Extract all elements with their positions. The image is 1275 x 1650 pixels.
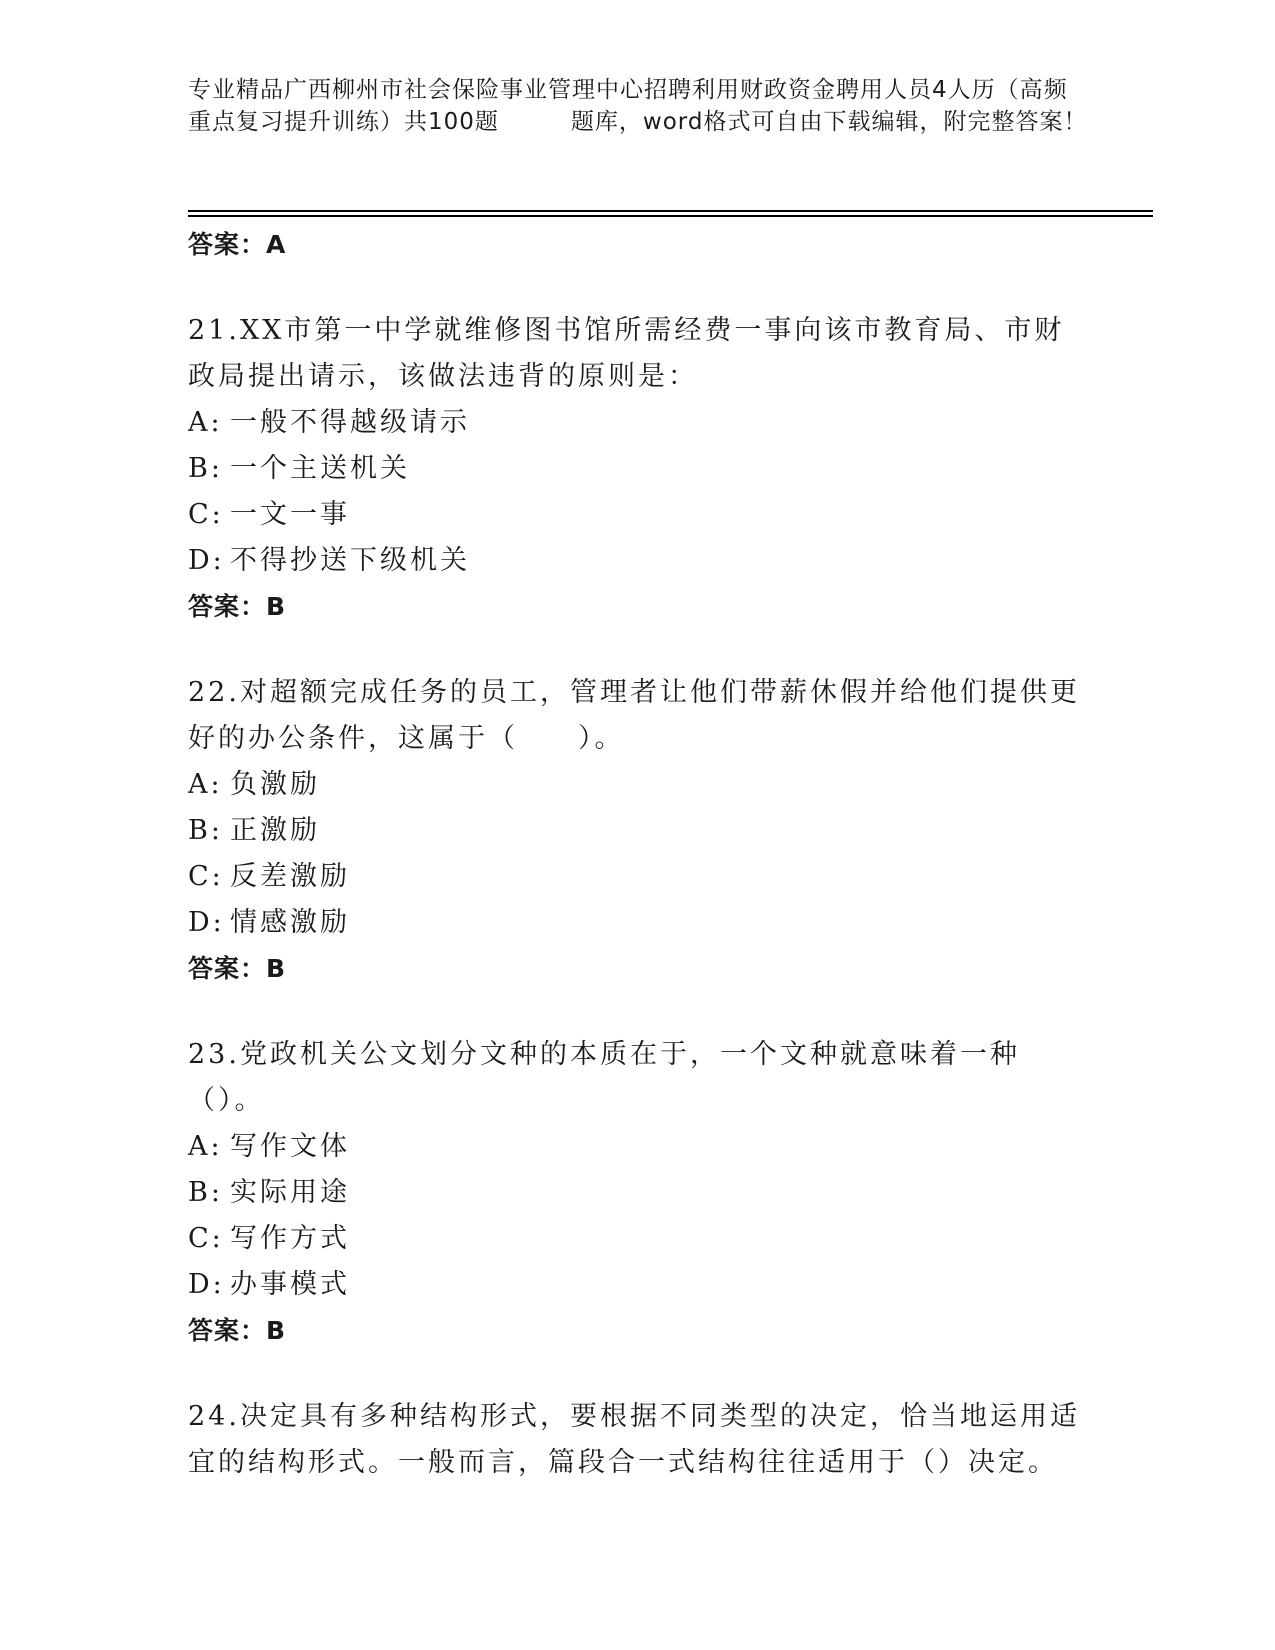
spacer <box>188 630 1088 670</box>
question-22 <box>188 670 1088 762</box>
answer-21: 答案：B <box>188 592 287 621</box>
option-b <box>188 1170 1088 1216</box>
option-letter: A: <box>188 407 223 438</box>
option-text: 写作方式 <box>230 1223 350 1254</box>
option-text: 一般不得越级请示 <box>230 407 470 438</box>
option-c <box>188 492 1088 538</box>
option-b <box>188 808 1088 854</box>
option-a <box>188 400 1088 446</box>
option-letter: C: <box>188 861 224 892</box>
answer-22: 答案：B <box>188 954 287 983</box>
document-header <box>188 74 1088 138</box>
option-text: 不得抄送下级机关 <box>230 545 470 576</box>
question-23 <box>188 1032 1088 1124</box>
option-text: 办事模式 <box>230 1269 350 1300</box>
option-letter: C: <box>188 1223 224 1254</box>
option-b <box>188 446 1088 492</box>
option-text: 一个主送机关 <box>230 453 410 484</box>
question-21 <box>188 308 1088 400</box>
spacer <box>188 1354 1088 1394</box>
option-letter: B: <box>188 453 223 484</box>
option-letter: C: <box>188 499 224 530</box>
option-letter: A: <box>188 1131 223 1162</box>
option-a <box>188 1124 1088 1170</box>
spacer <box>188 268 1088 308</box>
option-c <box>188 854 1088 900</box>
option-c <box>188 1216 1088 1262</box>
option-text: 一文一事 <box>230 499 350 530</box>
header-divider-bottom <box>188 215 1153 217</box>
question-24 <box>188 1394 1088 1486</box>
spacer <box>188 992 1088 1032</box>
previous-answer: 答案：A <box>188 230 287 259</box>
question-text: 21.XX市第一中学就维修图书馆所需经费一事向该市教育局、市财政局提出请示，该做法违背的原则是： <box>188 315 1065 392</box>
option-text: 情感激励 <box>230 907 350 938</box>
option-letter: B: <box>188 1177 223 1208</box>
option-letter: B: <box>188 815 223 846</box>
option-d <box>188 900 1088 946</box>
option-text: 负激励 <box>230 769 320 800</box>
question-list <box>188 222 1088 1486</box>
option-text: 正激励 <box>230 815 320 846</box>
option-letter: D: <box>188 907 225 938</box>
header-title-part2: 题库，word格式可自由下载编辑，附完整答案！ <box>570 109 1088 135</box>
question-text: 22.对超额完成任务的员工，管理者让他们带薪休假并给他们提供更好的办公条件，这属于（ ）。 <box>188 677 1080 754</box>
option-letter: D: <box>188 1269 225 1300</box>
option-a <box>188 762 1088 808</box>
option-d <box>188 538 1088 584</box>
header-divider-top <box>188 210 1153 212</box>
option-letter: D: <box>188 545 225 576</box>
option-text: 写作文体 <box>230 1131 350 1162</box>
option-text: 实际用途 <box>230 1177 350 1208</box>
answer-23: 答案：B <box>188 1316 287 1345</box>
header-title-part1: 专业精品广西柳州市社会保险事业管理中心招聘利用财政资金聘用人员4人历（高频重点复习提升训练）共100题 <box>188 77 1068 135</box>
question-text: 24.决定具有多种结构形式，要根据不同类型的决定，恰当地运用适宜的结构形式。一般而言，篇段合一式结构往往适用于（）决定。 <box>188 1401 1080 1478</box>
option-d <box>188 1262 1088 1308</box>
question-text: 23.党政机关公文划分文种的本质在于，一个文种就意味着一种（）。 <box>188 1039 1020 1116</box>
option-letter: A: <box>188 769 223 800</box>
option-text: 反差激励 <box>230 861 350 892</box>
